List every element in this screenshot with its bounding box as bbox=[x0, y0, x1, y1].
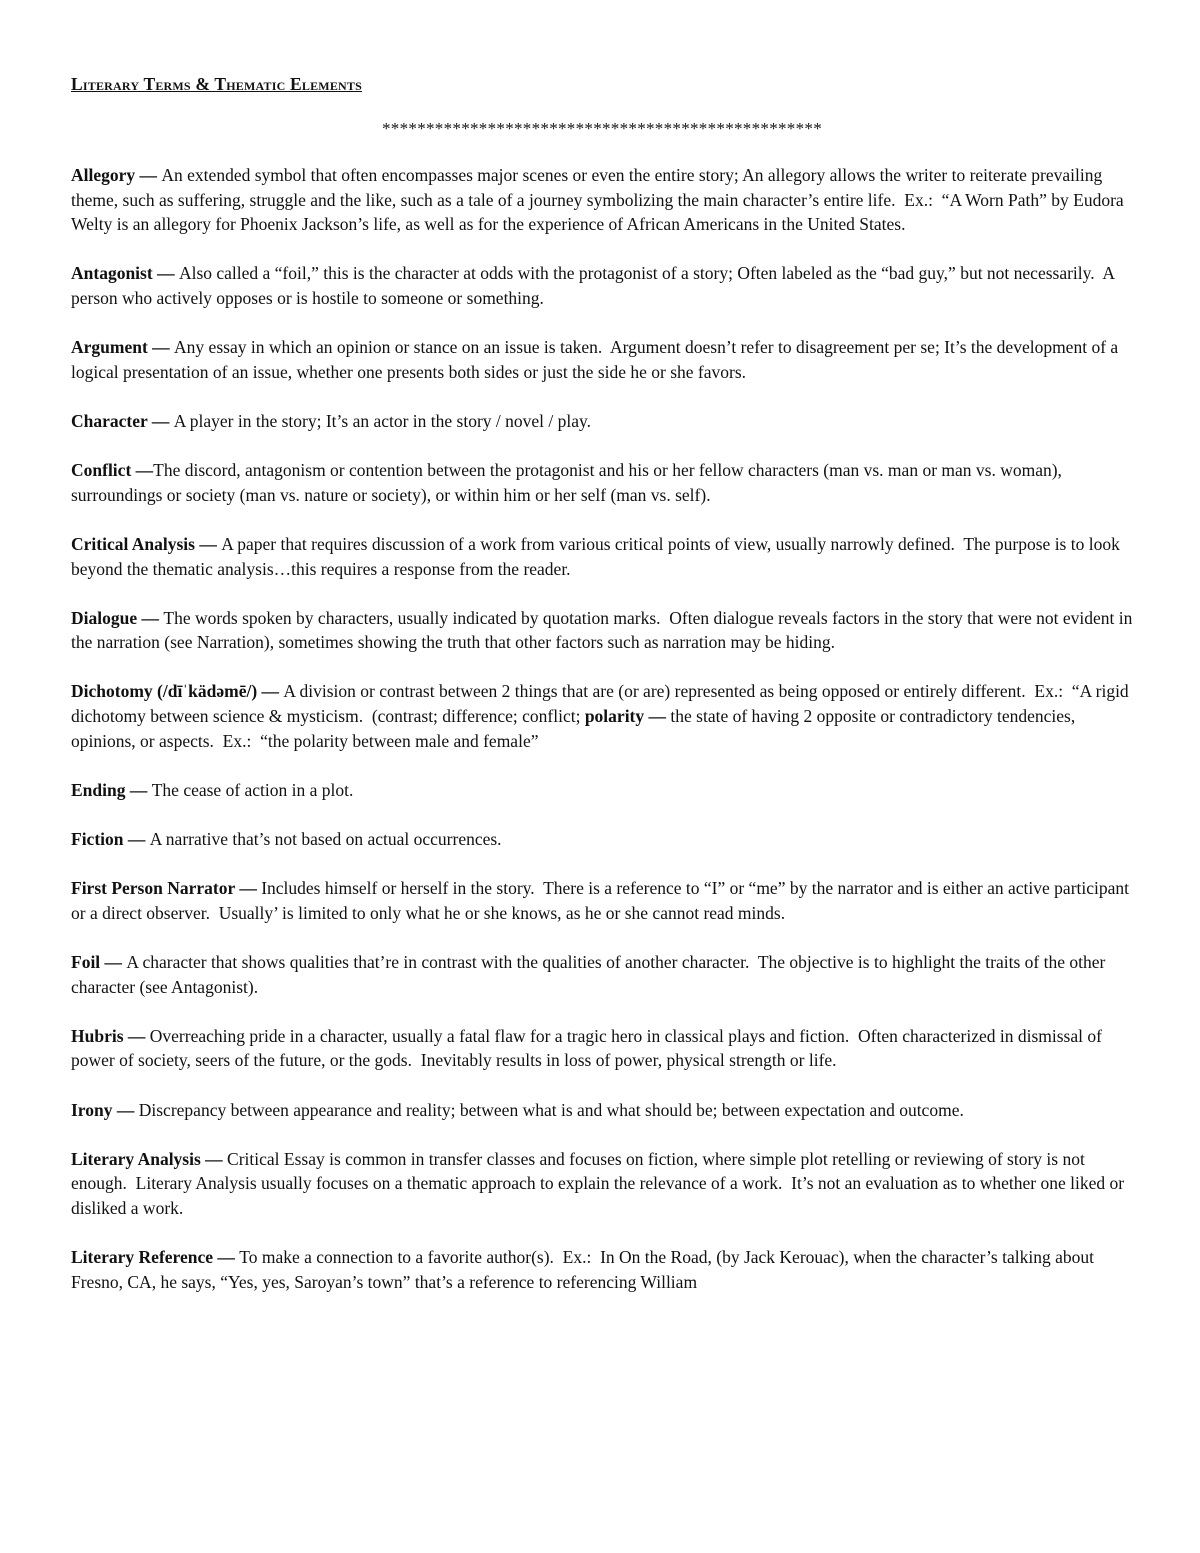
entry-dash: — bbox=[147, 410, 174, 431]
entry-dash: — bbox=[125, 779, 152, 800]
glossary-entry bbox=[71, 827, 1133, 852]
glossary-entry bbox=[71, 1245, 1133, 1294]
entry-dash: — bbox=[112, 1099, 139, 1120]
entry-definition: A narrative that’s not based on actual occurrences. bbox=[149, 829, 502, 850]
entry-dash: — bbox=[194, 533, 222, 554]
entry-dash: — bbox=[213, 1247, 240, 1268]
entry-dash: — bbox=[200, 1148, 228, 1169]
glossary-entry bbox=[71, 1147, 1133, 1221]
document-page bbox=[71, 72, 1137, 1319]
entry-definition: An extended symbol that often encompasses major scenes or even the entire story; An allegory allows the writer to reiterate prevailing theme, such as suffering, struggle and the like, such as a tale of a journey symbolizing the main character’s entire life. Ex.: “A Worn Path” by Eudora Welty is an allegory for Phoenix Jackson’s life, as well as for the experience of African Americans in the United States. bbox=[71, 165, 1128, 235]
entry-term: Ending bbox=[71, 779, 126, 800]
glossary-entry bbox=[71, 679, 1133, 753]
entry-term: Foil bbox=[71, 952, 101, 972]
entry-dash: — bbox=[152, 263, 179, 284]
entry-dash: — bbox=[100, 952, 127, 972]
entry-definition: A player in the story; It’s an actor in the story / novel / play. bbox=[173, 410, 592, 431]
entry-term: Antagonist bbox=[71, 263, 153, 284]
entry-definition: A character that shows qualities that’re in contrast with the qualities of another character. The objective is to highlight the traits of the other character (see Antagonist). bbox=[71, 952, 1110, 997]
entry-definition: The discord, antagonism or contention between the protagonist and his or her fellow characters (man vs. man or man vs. woman), surroundings or society (man vs. nature or society), or within him or her self (man vs. self). bbox=[71, 460, 1067, 505]
glossary-entry bbox=[71, 950, 1133, 999]
entry-term: Critical Analysis bbox=[71, 533, 195, 554]
glossary-entry bbox=[71, 163, 1133, 237]
entry-term: First Person Narrator bbox=[71, 878, 235, 899]
entry-dash: — bbox=[123, 1025, 150, 1046]
entry-definition: The words spoken by characters, usually indicated by quotation marks. Often dialogue reveals factors in the story that were not evident in the narration (see Narration), sometimes showing the truth that other factors such as narration may be hiding. bbox=[71, 607, 1137, 653]
entry-dash: — bbox=[135, 165, 162, 185]
entry-term: Fiction bbox=[71, 829, 124, 850]
glossary-entry bbox=[71, 778, 1133, 803]
entry-dash: — bbox=[147, 337, 175, 358]
entry-dash: — bbox=[234, 878, 262, 899]
glossary-entry bbox=[71, 1024, 1133, 1073]
asterisk-separator: ************************************************** bbox=[382, 119, 822, 138]
glossary-entry bbox=[71, 335, 1133, 384]
entry-term: Character bbox=[71, 410, 148, 431]
document-title: Literary Terms & Thematic Elements bbox=[71, 74, 362, 94]
entry-term: Literary Analysis bbox=[71, 1148, 201, 1169]
entry-term: Conflict bbox=[71, 460, 132, 481]
entry-term: Literary Reference bbox=[71, 1247, 214, 1268]
entry-definition: Critical Essay is common in transfer classes and focuses on fiction, where simple plot retelling or reviewing of story is not enough. Literary Analysis usually focuses on a thematic approach to explain the relevance of a work. It’s not an evaluation as to whether one liked or disliked a work. bbox=[71, 1148, 1129, 1218]
entry-definition: Also called a “foil,” this is the character at odds with the protagonist of a story; Often labeled as the “bad guy,” but not necessarily. A person who actively opposes or is hostile to someone or something. bbox=[71, 263, 1119, 308]
entry-dash: — bbox=[123, 829, 150, 850]
entry-term: Argument bbox=[71, 337, 148, 358]
entry-term: Dialogue bbox=[71, 607, 138, 628]
glossary-entry bbox=[71, 606, 1137, 655]
entry-term: Dichotomy (/dīˈkädəmē/) bbox=[71, 681, 258, 702]
entry-inline-term: polarity bbox=[584, 706, 645, 727]
glossary-entry bbox=[71, 1098, 1133, 1123]
entry-dash: — bbox=[137, 607, 164, 628]
entry-definition: Overreaching pride in a character, usually a fatal flaw for a tragic hero in classical plays and fiction. Often characterized in dismissal of power of society, seers of the future, or the gods. Inevitably results in loss of power, physical strength or life. bbox=[71, 1025, 1107, 1071]
entry-term: Hubris bbox=[71, 1025, 124, 1046]
entry-dash: — bbox=[257, 681, 284, 702]
glossary-entry bbox=[71, 409, 1133, 434]
entry-definition: The cease of action in a plot. bbox=[151, 779, 354, 800]
glossary-entry bbox=[71, 532, 1133, 581]
glossary-entry bbox=[71, 458, 1133, 507]
entry-definition: Discrepancy between appearance and reality; between what is and what should be; between expectation and outcome. bbox=[138, 1099, 964, 1120]
glossary-entry bbox=[71, 876, 1133, 925]
entry-term: Allegory bbox=[71, 165, 136, 185]
glossary-entry bbox=[71, 261, 1133, 310]
entry-definition: Includes himself or herself in the story. There is a reference to “I” or “me” by the narrator and is either an active participant or a direct observer. Usually’ is limited to only what he or she knows, as he or she cannot read minds. bbox=[71, 878, 1134, 923]
entry-definition: A division or contrast between 2 things that are (or are) represented as being opposed or entirely different. Ex.: “A rigid dichotomy between science & mysticism. (contrast; difference; conflict; bbox=[71, 681, 1134, 727]
entry-term: Irony bbox=[71, 1099, 113, 1120]
entry-dash: — bbox=[131, 460, 154, 481]
entry-inline-dash: — bbox=[644, 706, 671, 727]
glossary-entries bbox=[71, 163, 1137, 1294]
entry-definition: To make a connection to a favorite author(s). Ex.: In On the Road, (by Jack Kerouac), when the character’s talking about Fresno, CA, he says, “Yes, yes, Saroyan’s town” that’s a reference to referencing William bbox=[71, 1247, 1099, 1292]
entry-definition-continued: the state of having 2 opposite or contradictory tendencies, opinions, or aspects. Ex.: “the polarity between male and female” bbox=[71, 706, 1080, 751]
entry-definition: Any essay in which an opinion or stance on an issue is taken. Argument doesn’t refer to disagreement per se; It’s the development of a logical presentation of an issue, whether one presents both sides or just the side he or she favors. bbox=[71, 337, 1123, 382]
entry-definition: A paper that requires discussion of a work from various critical points of view, usually narrowly defined. The purpose is to look beyond the thematic analysis…this requires a response from the reader. bbox=[71, 533, 1125, 579]
